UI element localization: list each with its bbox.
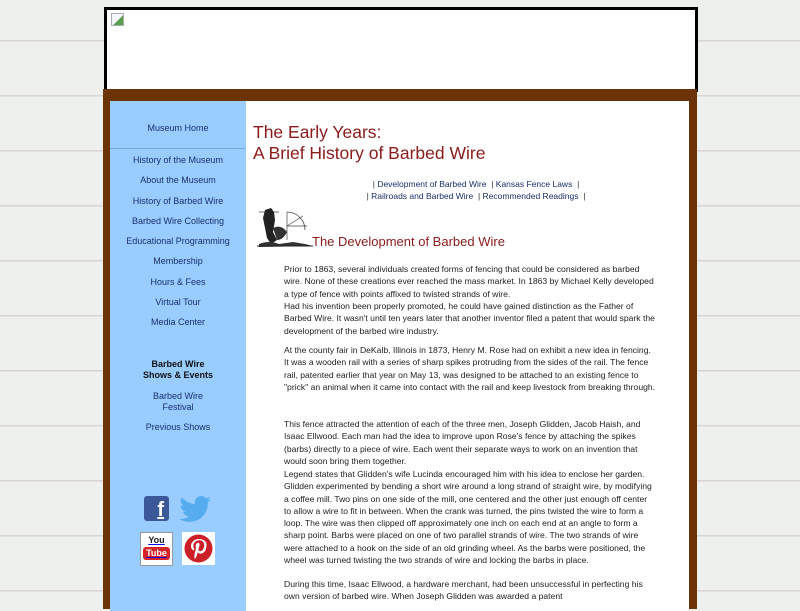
youtube-you-text: You — [148, 535, 165, 545]
page-title-line2: A Brief History of Barbed Wire — [253, 143, 486, 163]
festival-line2: Festival — [162, 402, 194, 412]
festival-line1: Barbed Wire — [152, 391, 204, 401]
page-title — [253, 122, 485, 164]
sidebar-item-about-museum[interactable]: About the Museum — [140, 175, 216, 185]
page-title-line1: The Early Years: — [253, 122, 382, 142]
sidebar-item-educational[interactable]: Educational Programming — [126, 236, 230, 246]
pinterest-logo-icon — [182, 532, 215, 565]
sidebar-item-history-barbed-wire[interactable]: History of Barbed Wire — [132, 196, 224, 206]
events-heading-line1: Barbed Wire — [151, 359, 205, 369]
barbed-wire-machine-illustration — [257, 204, 313, 250]
events-heading-line2: Shows & Events — [142, 370, 214, 380]
sidebar-item-festival[interactable] — [110, 391, 246, 413]
subnav-link-development[interactable]: Development of Barbed Wire — [377, 179, 487, 189]
twitter-icon[interactable] — [179, 496, 212, 522]
header-banner — [104, 7, 698, 92]
paragraph-4: This fence attracted the attention of each of the three men, Joseph Glidden, Jacob Haish, and Isaac Ellwood. Each man had the idea to improve upon Rose's fence by attaching the spikes (barbs) directly to a piece of wire. Each went their separate ways to work on an invention that would soon bring them together. — [284, 419, 641, 466]
subnav-link-kansas-fence-laws[interactable]: Kansas Fence Laws — [495, 179, 573, 189]
main-content — [246, 101, 689, 611]
subnav-separator: | — [477, 191, 481, 201]
paragraph-2: Had his invention been properly promoted, he could have gained distinction as the Father of Barbed Wire. It wasn't until ten years later that another inventor filed a patent that would spark the development of the barbed wire industry. — [284, 301, 655, 336]
sidebar — [110, 101, 246, 611]
paragraph-6: During this time, Isaac Ellwood, a hardware merchant, had been unsuccessful in perfecting his own version of barbed wire. When Joseph Glidden was awarded a patent — [284, 579, 643, 602]
twitter-bird-icon — [179, 496, 212, 522]
sidebar-item-hours-fees[interactable]: Hours & Fees — [150, 277, 206, 287]
sidebar-home-block — [110, 101, 246, 149]
sidebar-item-media-center[interactable]: Media Center — [150, 317, 206, 327]
subnav-separator: | — [583, 191, 586, 201]
youtube-icon[interactable] — [140, 532, 173, 566]
sidebar-item-virtual-tour[interactable]: Virtual Tour — [155, 297, 201, 307]
subnav-separator: | — [372, 179, 375, 189]
facebook-glyph: f — [157, 499, 164, 521]
sidebar-item-collecting[interactable]: Barbed Wire Collecting — [131, 216, 225, 226]
subnav-row-2 — [306, 190, 646, 202]
paragraph-1: Prior to 1863, several individuals created forms of fencing that could be considered as barbed wire. None of these creations ever reached the mass market. In 1863 by Michael Kelly developed a type of fence with points affixed to twisted strands of wire. — [284, 264, 654, 299]
facebook-icon[interactable] — [144, 496, 169, 521]
paragraph-5: Legend states that Glidden's wife Lucinda encouraged him with his idea to enclose her garden. Glidden experimented by bending a short wire around a long strand of straight wire, by modifying a coffee mill. Two pins on one side of the mill, one centered and the other just enough off center to allow a wire to fit in between. When the crank was turned, the pins twisted the wire to form a loop. The wire was then clipped off approximately one inch on each end at an angle to form a sharp point. Barbs were placed on one of two parallel strands of wire. The two strands of wire were attached to a hook on the side of an old grinding wheel. As the barbs were positioned, the wheel was turned twisting the two strands of wire and locking the barbs in place. — [284, 469, 652, 566]
sidebar-item-history-museum[interactable]: History of the Museum — [132, 155, 224, 165]
events-heading — [110, 359, 246, 381]
subnav-row-1 — [306, 178, 646, 190]
sidebar-item-previous-shows[interactable]: Previous Shows — [145, 422, 211, 432]
paragraph-3: At the county fair in DeKalb, Illinois in 1873, Henry M. Rose had on exhibit a new idea in fencing. It was a wooden rail with a series of sharp spikes protruding from the sides of the rail. The fence rail, patented earlier that year on May 13, was designed to be attached to an existing fence to "prick" an animal when it came into contact with the rail and keep livestock from breaking through. — [284, 345, 656, 392]
broken-image-icon — [111, 13, 124, 26]
sidebar-item-membership[interactable]: Membership — [153, 256, 203, 266]
pinterest-icon[interactable] — [182, 532, 215, 565]
subnav-separator: | — [577, 179, 580, 189]
section-title: The Development of Barbed Wire — [312, 234, 505, 249]
subnav-separator: | — [491, 179, 494, 189]
subnav-separator: | — [366, 191, 369, 201]
subnav-link-recommended-readings[interactable]: Recommended Readings — [482, 191, 579, 201]
sidebar-item-museum-home[interactable]: Museum Home — [147, 123, 209, 133]
subnav-link-railroads[interactable]: Railroads and Barbed Wire — [371, 191, 474, 201]
youtube-tube-text: Tube — [143, 547, 170, 560]
